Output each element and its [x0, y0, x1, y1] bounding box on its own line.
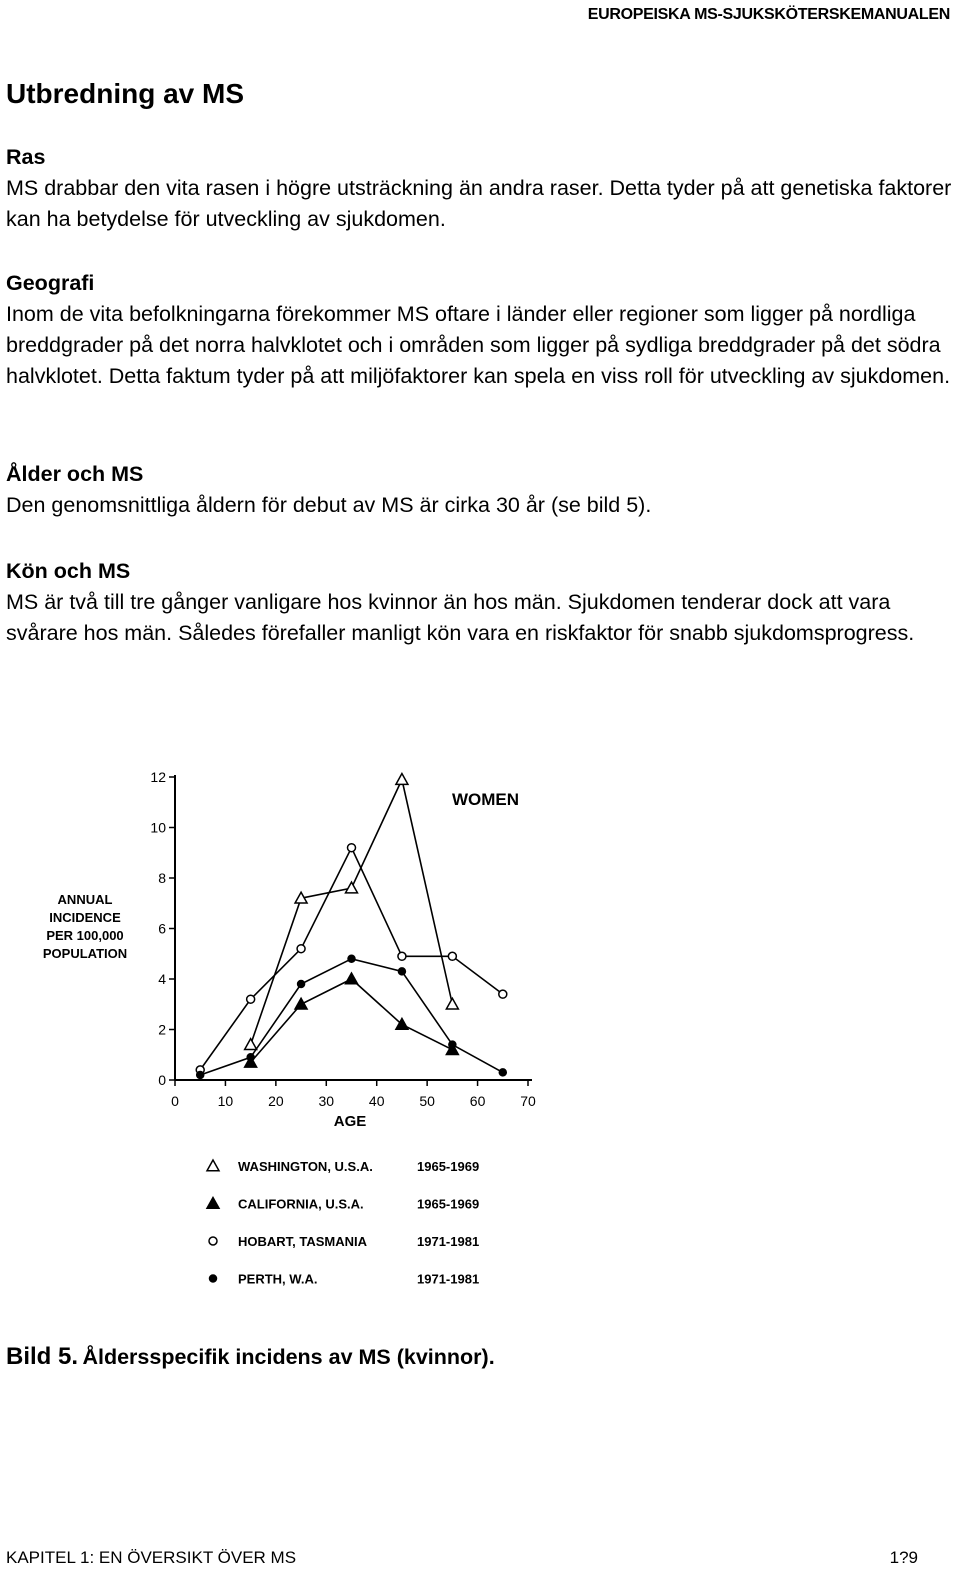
- caption-text: Åldersspecifik incidens av MS (kvinnor).: [82, 1345, 495, 1369]
- section-body: MS är två till tre gånger vanligare hos kvinnor än hos män. Sjukdomen tenderar dock att vara svårare hos män. Således förefaller manligt kön vara en riskfaktor för snabb sjukdomsprogress.: [6, 590, 915, 646]
- y-axis-label-line: POPULATION: [42, 946, 128, 961]
- section-kon: [6, 556, 954, 649]
- section-body: MS drabbar den vita rasen i högre utsträckning än andra raser. Detta tyder på att genetiska faktorer kan ha betydelse för utveckling av sjukdomen.: [6, 176, 952, 232]
- series-line: [251, 780, 453, 1045]
- data-point-open-circle: [247, 995, 255, 1003]
- x-tick-label: 50: [419, 1093, 435, 1109]
- y-axis-label-line: PER 100,000: [46, 928, 124, 943]
- section-body: Den genomsnittliga åldern för debut av MS är cirka 30 år (se bild 5).: [6, 493, 652, 517]
- caption-label: Bild 5.: [6, 1343, 79, 1370]
- data-point-filled-circle: [348, 955, 355, 962]
- x-tick-label: 30: [318, 1093, 335, 1109]
- section-heading: Geografi: [6, 271, 95, 295]
- footer-chapter: KAPITEL 1: EN ÖVERSIKT ÖVER MS: [6, 1548, 297, 1567]
- y-tick-label: 0: [158, 1072, 166, 1088]
- data-point-filled-circle: [398, 968, 405, 975]
- data-point-filled-circle: [197, 1071, 204, 1078]
- legend-series-name: WASHINGTON, U.S.A.: [238, 1159, 373, 1174]
- page-title: Utbredning av MS: [6, 78, 245, 109]
- x-axis-label: AGE: [333, 1113, 367, 1130]
- data-point-open-circle: [448, 952, 456, 960]
- y-tick-label: 2: [158, 1021, 166, 1038]
- legend-series-name: HOBART, TASMANIA: [238, 1234, 368, 1249]
- chart-title: WOMEN: [452, 790, 520, 809]
- data-point-open-circle: [209, 1237, 217, 1245]
- y-axis-label: [43, 892, 127, 961]
- data-point-filled-triangle: [295, 998, 307, 1009]
- data-point-filled-circle: [298, 981, 305, 988]
- data-point-filled-circle: [449, 1041, 456, 1048]
- data-point-open-circle: [398, 952, 406, 960]
- section-heading: Kön och MS: [6, 559, 131, 583]
- data-point-open-triangle: [346, 882, 358, 893]
- x-tick-label: 40: [368, 1093, 385, 1109]
- legend-series-period: 1971-1981: [417, 1234, 480, 1249]
- data-point-filled-circle: [247, 1054, 254, 1061]
- chart-legend: [207, 1159, 479, 1287]
- section-heading: Ålder och MS: [6, 462, 144, 486]
- chart-markers: [196, 774, 507, 1079]
- y-axis-label-line: ANNUAL: [57, 892, 113, 907]
- data-point-open-triangle: [207, 1160, 219, 1171]
- data-point-open-circle: [297, 945, 305, 953]
- section-ras: [6, 142, 954, 235]
- data-point-open-circle: [348, 844, 356, 852]
- x-tick-label: 10: [217, 1093, 234, 1109]
- y-tick-label: 6: [158, 920, 166, 937]
- section-geografi: [6, 268, 954, 393]
- data-point-open-triangle: [245, 1039, 257, 1050]
- data-point-filled-triangle: [346, 973, 358, 984]
- legend-series-name: CALIFORNIA, U.S.A.: [238, 1196, 364, 1212]
- x-tick-label: 0: [171, 1093, 179, 1109]
- y-tick-label: 10: [150, 819, 166, 836]
- data-point-open-circle: [499, 990, 507, 998]
- data-point-filled-circle: [499, 1069, 506, 1076]
- running-header: EUROPEISKA MS-SJUKSKÖTERSKEMANUALEN: [587, 6, 950, 23]
- incidence-figure: [0, 740, 560, 1305]
- legend-series-period: 1971-1981: [417, 1271, 480, 1287]
- y-tick-label: 4: [158, 971, 166, 987]
- x-tick-label: 20: [268, 1093, 284, 1109]
- series-line: [251, 979, 453, 1062]
- data-point-filled-circle: [210, 1275, 217, 1282]
- legend-series-name: PERTH, W.A.: [238, 1271, 318, 1287]
- data-point-open-triangle: [446, 998, 458, 1009]
- section-body: Inom de vita befolkningarna förekommer MS oftare i länder eller regioner som ligger på nordliga breddgrader på det norra halvklotet och i områden som ligger på sydliga breddgrader på det södra halvklotet. Detta faktum tyder på att miljöfaktorer kan spela en viss roll för utveckling av sjukdomen.: [6, 302, 951, 389]
- y-tick-label: 8: [158, 870, 166, 886]
- x-tick-label: 60: [469, 1093, 486, 1109]
- x-tick-label: 70: [520, 1093, 536, 1109]
- y-tick-label: 12: [150, 769, 166, 785]
- section-heading: Ras: [6, 145, 46, 169]
- incidence-chart: [0, 740, 560, 1300]
- data-point-filled-triangle: [207, 1198, 219, 1209]
- data-point-open-triangle: [396, 774, 408, 785]
- legend-series-period: 1965-1969: [417, 1159, 480, 1174]
- legend-series-period: 1965-1969: [417, 1196, 480, 1212]
- section-alder: [6, 459, 954, 521]
- footer-page-number: 1?9: [889, 1548, 918, 1567]
- chart-lines: [200, 780, 503, 1075]
- y-axis-label-line: INCIDENCE: [49, 910, 121, 925]
- figure-caption: [6, 1343, 495, 1371]
